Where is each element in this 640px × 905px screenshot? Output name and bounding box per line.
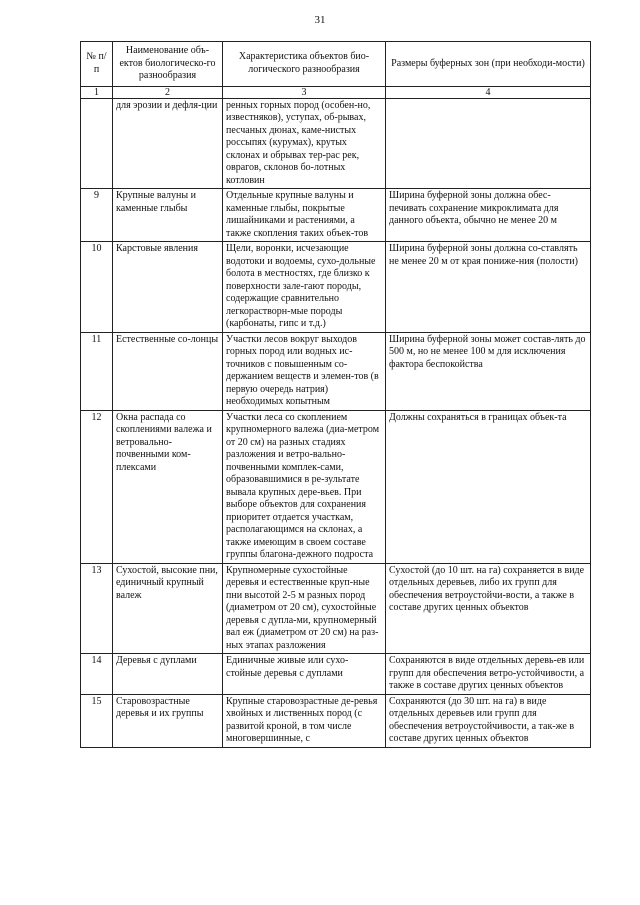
row-number: 11 — [81, 332, 113, 410]
header-characteristic: Характеристика объектов био-логического разнообразия — [223, 42, 386, 87]
row-buffer-zone: Ширина буферной зоны должна обес-печивать сохранение микроклимата для данного объекта, обычно не менее 20 м — [386, 189, 591, 242]
row-number — [81, 98, 113, 189]
header-number: № п/п — [81, 42, 113, 87]
row-number: 9 — [81, 189, 113, 242]
table-row — [81, 189, 591, 242]
row-characteristic: Участки леса со скоплением крупномерного валежа (диа-метром от 20 см) на разных стадиях разложения и ветро-вально-почвенными комплек-сами, образовавшимися в ре-зультате вывала крупных дере-вьев. При выборе объектов для сохранения приоритет отдается участкам, располагающимся на склонах, а также имеющим в своем составе группы благона-дежного подроста — [223, 410, 386, 563]
column-index-3: 3 — [223, 86, 386, 98]
row-number: 10 — [81, 242, 113, 333]
row-buffer-zone: Должны сохраняться в границах объек-та — [386, 410, 591, 563]
table-row — [81, 694, 591, 747]
header-object-name: Наименование объ-ектов биологическо-го разнообразия — [113, 42, 223, 87]
table-row — [81, 654, 591, 695]
row-object-name: Окна распада со скоплениями валежа и ветровально-почвенными ком-плексами — [113, 410, 223, 563]
column-index-row — [81, 86, 591, 98]
row-characteristic: Крупные старовозрастные де-ревья хвойных и лиственных пород (с развитой кроной, в том числе многовершинные, с — [223, 694, 386, 747]
biodiversity-objects-table — [80, 41, 591, 748]
row-object-name: Деревья с дуплами — [113, 654, 223, 695]
header-buffer-zone: Размеры буферных зон (при необходи-мости) — [386, 42, 591, 87]
row-object-name: для эрозии и дефля-ции — [113, 98, 223, 189]
column-index-2: 2 — [113, 86, 223, 98]
row-number: 14 — [81, 654, 113, 695]
row-characteristic: Отдельные крупные валуны и каменные глыбы, покрытые лишайниками и растениями, а также скопления таких объек-тов — [223, 189, 386, 242]
row-number: 15 — [81, 694, 113, 747]
row-object-name: Естественные со-лонцы — [113, 332, 223, 410]
row-characteristic: Единичные живые или сухо-стойные деревья с дуплами — [223, 654, 386, 695]
row-number: 12 — [81, 410, 113, 563]
row-buffer-zone — [386, 98, 591, 189]
row-object-name: Карстовые явления — [113, 242, 223, 333]
row-characteristic: Крупномерные сухостойные деревья и естественные круп-ные пни высотой 2-5 м разных пород (диаметром от 20 см), сухостойные деревья с дупла-ми, крупномерный вал еж (диаметром от 20 см) на раз-ных этапах разложения — [223, 563, 386, 654]
page-number: 31 — [314, 14, 326, 26]
row-object-name: Крупные валуны и каменные глыбы — [113, 189, 223, 242]
table-row — [81, 563, 591, 654]
row-buffer-zone: Сохраняются в виде отдельных деревь-ев или групп для обеспечения ветро-устойчивости, а также в составе других ценных объектов — [386, 654, 591, 695]
row-buffer-zone: Ширина буферной зоны должна со-ставлять не менее 20 м от края пониже-ния (полости) — [386, 242, 591, 333]
row-buffer-zone: Сохраняются (до 30 шт. на га) в виде отдельных деревьев или групп для обеспечения ветроустойчивости, а так-же в составе других ценных объектов — [386, 694, 591, 747]
table-row — [81, 410, 591, 563]
column-index-1: 1 — [81, 86, 113, 98]
row-buffer-zone: Ширина буферной зоны может состав-лять до 500 м, но не менее 100 м для исключения фактора беспокойства — [386, 332, 591, 410]
row-buffer-zone: Сухостой (до 10 шт. на га) сохраняется в виде отдельных деревьев, либо их групп для обеспечения ветроустойчи-вости, а также в составе других ценных объектов — [386, 563, 591, 654]
column-index-4: 4 — [386, 86, 591, 98]
table-header-row — [81, 42, 591, 87]
row-number: 13 — [81, 563, 113, 654]
table-row — [81, 332, 591, 410]
row-characteristic: Участки лесов вокруг выходов горных пород или водных ис-точников с повышенным со-держанием веществ и элемен-тов (в первую очередь натрия) необходимых копытным — [223, 332, 386, 410]
table-row — [81, 98, 591, 189]
table-row — [81, 242, 591, 333]
row-characteristic: ренных горных пород (особен-но, известняков), уступах, об-рывах, песчаных дюнах, каме-нистых россыпях (курумах), крутых склонах и обрывах тер-рас рек, оврагов, склонов бо-лотных котловин — [223, 98, 386, 189]
row-object-name: Сухостой, высокие пни, единичный крупный валеж — [113, 563, 223, 654]
row-object-name: Старовозрастные деревья и их группы — [113, 694, 223, 747]
row-characteristic: Щели, воронки, исчезающие водотоки и водоемы, сухо-дольные болота в местностях, где близко к поверхности зале-гают породы, содержащие сравнительно легкорастворн-мые породы (карбонаты, гипс и т.д.) — [223, 242, 386, 333]
